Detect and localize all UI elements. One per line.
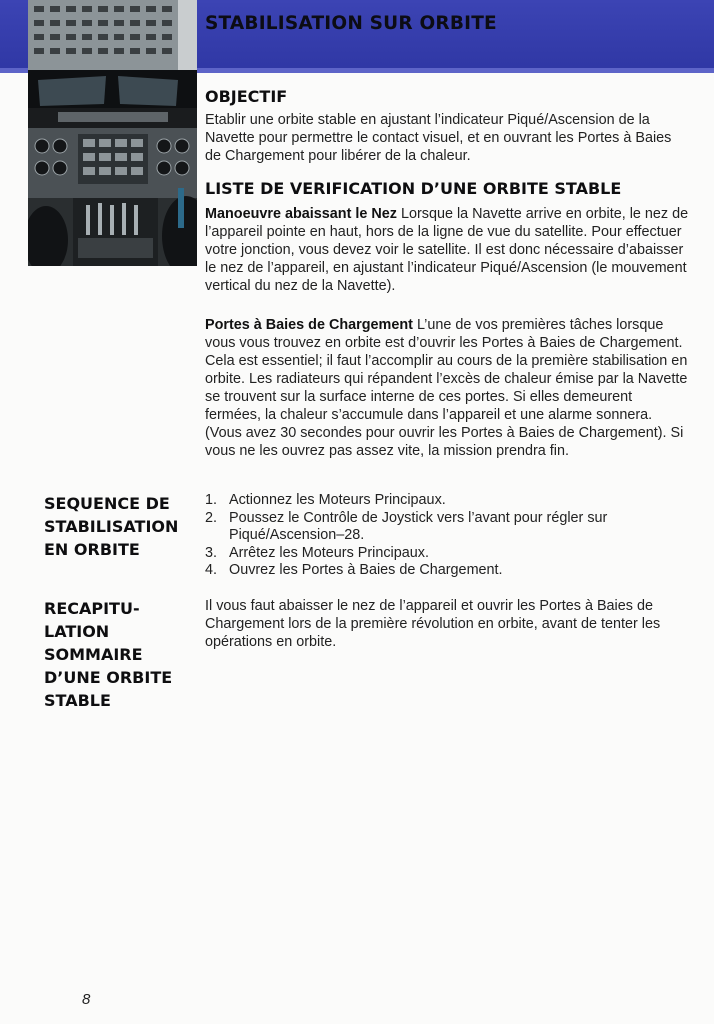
- recap-text: Il vous faut abaisser le nez de l’appareil et ouvrir les Portes à Baies de Chargement lors de la première révolution en orbite, avant de tenter les opérations en orbite.: [205, 598, 661, 650]
- step-text: Actionnez les Moteurs Principaux.: [229, 492, 446, 508]
- checklist-item-lead: Manoeuvre abaissant le Nez: [205, 206, 397, 222]
- sequence-heading: [44, 492, 178, 561]
- sequence-heading-line: SEQUENCE DE: [44, 494, 170, 513]
- sequence-heading-line: STABILISATION: [44, 517, 179, 536]
- objectif-heading: OBJECTIF: [205, 87, 288, 106]
- list-item: [205, 492, 685, 510]
- step-text: Arrêtez les Moteurs Principaux.: [229, 544, 429, 561]
- step-number: 2.: [205, 509, 218, 526]
- sequence-steps: [205, 492, 685, 580]
- checklist-item-portes: [205, 316, 691, 460]
- cockpit-photo: [28, 0, 197, 266]
- checklist-item-lead: Portes à Baies de Chargement: [205, 317, 413, 333]
- step-number: 3.: [205, 544, 218, 561]
- page-title: STABILISATION SUR ORBITE: [205, 13, 497, 34]
- recap-heading-line: RECAPITU-: [44, 599, 140, 618]
- step-text: Ouvrez les Portes à Baies de Chargement.: [229, 562, 503, 578]
- list-item: [205, 545, 685, 563]
- step-text: Poussez le Contrôle de Joystick vers l’avant pour régler sur Piqué/Ascension–28.: [229, 509, 608, 543]
- recap-heading-line: STABLE: [44, 691, 111, 710]
- recap-heading-line: LATION: [44, 622, 110, 641]
- recap-heading-line: SOMMAIRE: [44, 645, 143, 664]
- objectif-text: Etablir une orbite stable en ajustant l’indicateur Piqué/Ascension de la Navette pour permettre le contact visuel, et en ouvrant les Portes à Baies de Chargement pour libérer de la chaleur.: [205, 112, 672, 164]
- checklist-heading: LISTE DE VERIFICATION D’UNE ORBITE STABLE: [205, 179, 622, 198]
- list-item: [205, 562, 685, 580]
- checklist-item-nez: [205, 205, 691, 295]
- checklist-item-text: L’une de vos premières tâches lorsque vous vous trouvez en orbite est d’ouvrir les Portes à Baies de Chargement. Cela est essentiel; il faut l’accomplir au cours de la première stabilisation en orbite. Les radiateurs qui répandent l’excès de chaleur émise par la Navette se trouvent sur la surface interne de ces portes. Si elles demeurent fermées, la chaleur s’accumule dans l’appareil et une alarme sonnera. (Vous avez 30 secondes pour ouvrir les Portes à Baies de Chargement). Si vous ne les ouvrez pas assez vite, la mission prendra fin.: [205, 317, 688, 459]
- list-item: [205, 510, 685, 545]
- step-number: 4.: [205, 562, 218, 578]
- page-number: 8: [82, 991, 91, 1008]
- step-number: 1.: [205, 492, 218, 508]
- checklist-item-text: Lorsque la Navette arrive en orbite, le nez de l’appareil pointe en haut, hors de la ligne de vue du satellite. Pour effectuer votre jonction, vous devez voir le satellite. Il est donc nécessaire d’abaisser le nez de l’appareil, en ajustant l’indicateur Piqué/Ascension (le mouvement vertical du nez de la Navette).: [205, 206, 689, 294]
- recap-heading: [44, 597, 172, 712]
- sequence-heading-line: EN ORBITE: [44, 540, 140, 559]
- recap-heading-line: D’UNE ORBITE: [44, 668, 173, 687]
